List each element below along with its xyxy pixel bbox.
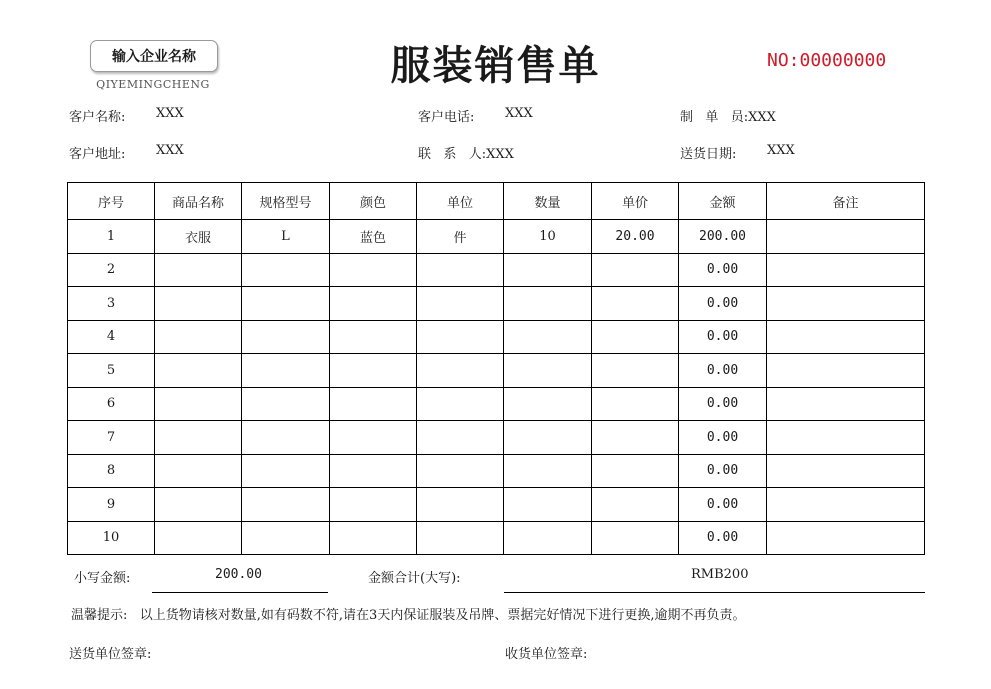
table-row	[68, 421, 925, 455]
cell-color[interactable]	[330, 253, 417, 287]
cell-remark[interactable]	[767, 454, 925, 488]
cell-unit[interactable]	[417, 320, 504, 354]
cell-remark[interactable]	[767, 354, 925, 388]
cell-color[interactable]	[330, 287, 417, 321]
table-row	[68, 320, 925, 354]
cell-quantity[interactable]	[504, 521, 592, 555]
table-row	[68, 220, 925, 254]
cell-spec[interactable]: L	[242, 220, 330, 254]
cell-unit-price[interactable]	[592, 287, 679, 321]
cell-index: 7	[68, 421, 155, 455]
subtotal-value: 200.00	[215, 567, 262, 582]
cell-remark[interactable]	[767, 320, 925, 354]
cell-amount: 0.00	[679, 387, 767, 421]
cell-remark[interactable]	[767, 287, 925, 321]
cell-index: 3	[68, 287, 155, 321]
cell-quantity[interactable]	[504, 454, 592, 488]
table-row	[68, 253, 925, 287]
cell-product-name[interactable]	[155, 454, 242, 488]
cell-amount: 0.00	[679, 287, 767, 321]
cell-remark[interactable]	[767, 387, 925, 421]
cell-product-name[interactable]	[155, 287, 242, 321]
company-name-pinyin: QIYEMINGCHENG	[96, 78, 210, 91]
cell-spec[interactable]	[242, 320, 330, 354]
cell-unit-price[interactable]	[592, 253, 679, 287]
cell-amount: 0.00	[679, 354, 767, 388]
cell-spec[interactable]	[242, 354, 330, 388]
cell-product-name[interactable]	[155, 354, 242, 388]
cell-product-name[interactable]: 衣服	[155, 220, 242, 254]
cell-unit[interactable]	[417, 421, 504, 455]
cell-amount: 0.00	[679, 521, 767, 555]
cell-spec[interactable]	[242, 521, 330, 555]
header-unit: 单位	[417, 183, 504, 220]
cell-amount: 0.00	[679, 320, 767, 354]
cell-amount: 0.00	[679, 421, 767, 455]
cell-unit-price[interactable]	[592, 421, 679, 455]
table-row	[68, 354, 925, 388]
header-color: 颜色	[330, 183, 417, 220]
table-row	[68, 387, 925, 421]
cell-remark[interactable]	[767, 421, 925, 455]
sender-signature-label: 送货单位签章:	[69, 647, 152, 662]
cell-product-name[interactable]	[155, 521, 242, 555]
total-upper-underline	[504, 592, 925, 593]
contact-field[interactable]: 联 系 人:XXX	[418, 147, 514, 162]
delivery-date-label: 送货日期:	[680, 147, 737, 162]
table-row	[68, 488, 925, 522]
cell-product-name[interactable]	[155, 488, 242, 522]
customer-phone-value[interactable]: XXX	[505, 106, 533, 121]
order-number: NO:00000000	[767, 50, 887, 71]
subtotal-label: 小写金额:	[74, 571, 131, 586]
cell-quantity[interactable]	[504, 387, 592, 421]
cell-remark[interactable]	[767, 488, 925, 522]
cell-product-name[interactable]	[155, 253, 242, 287]
page-title: 服装销售单	[390, 43, 601, 89]
cell-color[interactable]	[330, 320, 417, 354]
sales-table	[67, 182, 925, 555]
cell-unit[interactable]	[417, 454, 504, 488]
table-row	[68, 454, 925, 488]
customer-name-value[interactable]: XXX	[156, 106, 184, 121]
cell-color[interactable]	[330, 521, 417, 555]
total-upper-value: RMB200	[691, 567, 749, 582]
cell-quantity[interactable]	[504, 287, 592, 321]
table-row	[68, 287, 925, 321]
customer-address-label: 客户地址:	[69, 147, 126, 162]
delivery-date-value[interactable]: XXX	[767, 143, 795, 158]
cell-spec[interactable]	[242, 287, 330, 321]
cell-quantity[interactable]	[504, 354, 592, 388]
header-quantity: 数量	[504, 183, 592, 220]
company-name-box[interactable]: 输入企业名称	[90, 40, 218, 72]
cell-amount: 0.00	[679, 488, 767, 522]
cell-quantity[interactable]	[504, 253, 592, 287]
cell-color[interactable]	[330, 488, 417, 522]
cell-quantity[interactable]	[504, 320, 592, 354]
cell-unit-price[interactable]	[592, 488, 679, 522]
cell-unit-price[interactable]	[592, 454, 679, 488]
cell-unit-price[interactable]	[592, 387, 679, 421]
customer-phone-label: 客户电话:	[418, 110, 475, 125]
notice-text: 温馨提示: 以上货物请核对数量,如有码数不符,请在3天内保证服装及吊牌、票据完好情况下进行更换,逾期不再负责。	[71, 608, 746, 623]
cell-color[interactable]	[330, 354, 417, 388]
cell-unit[interactable]	[417, 287, 504, 321]
cell-unit-price[interactable]: 20.00	[592, 220, 679, 254]
total-upper-label: 金额合计(大写):	[368, 571, 461, 586]
cell-index: 6	[68, 387, 155, 421]
cell-amount: 0.00	[679, 454, 767, 488]
header-remark: 备注	[767, 183, 925, 220]
cell-spec[interactable]	[242, 421, 330, 455]
cell-amount: 0.00	[679, 253, 767, 287]
cell-unit-price[interactable]	[592, 354, 679, 388]
cell-spec[interactable]	[242, 253, 330, 287]
cell-color[interactable]: 蓝色	[330, 220, 417, 254]
cell-unit[interactable]	[417, 354, 504, 388]
cell-quantity[interactable]: 10	[504, 220, 592, 254]
receiver-signature-label: 收货单位签章:	[505, 647, 588, 662]
cell-remark[interactable]	[767, 521, 925, 555]
customer-address-value[interactable]: XXX	[156, 143, 184, 158]
cell-amount: 200.00	[679, 220, 767, 254]
cell-remark[interactable]	[767, 253, 925, 287]
cell-spec[interactable]	[242, 387, 330, 421]
cell-unit-price[interactable]	[592, 320, 679, 354]
cell-remark[interactable]	[767, 220, 925, 254]
cell-index: 2	[68, 253, 155, 287]
header-amount: 金额	[679, 183, 767, 220]
cell-index: 9	[68, 488, 155, 522]
header-product-name: 商品名称	[155, 183, 242, 220]
cell-product-name[interactable]	[155, 421, 242, 455]
cell-color[interactable]	[330, 387, 417, 421]
table-row	[68, 521, 925, 555]
cell-unit-price[interactable]	[592, 521, 679, 555]
cell-product-name[interactable]	[155, 320, 242, 354]
cell-index: 5	[68, 354, 155, 388]
cell-index: 1	[68, 220, 155, 254]
subtotal-underline	[152, 592, 328, 593]
cell-unit[interactable]	[417, 521, 504, 555]
cell-index: 4	[68, 320, 155, 354]
cell-product-name[interactable]	[155, 387, 242, 421]
cell-quantity[interactable]	[504, 421, 592, 455]
cell-unit[interactable]	[417, 387, 504, 421]
cell-unit[interactable]	[417, 253, 504, 287]
cell-index: 10	[68, 521, 155, 555]
header-unit-price: 单价	[592, 183, 679, 220]
cell-unit[interactable]	[417, 488, 504, 522]
header-spec: 规格型号	[242, 183, 330, 220]
cell-color[interactable]	[330, 454, 417, 488]
cell-unit[interactable]: 件	[417, 220, 504, 254]
cell-spec[interactable]	[242, 488, 330, 522]
maker-field[interactable]: 制 单 员:XXX	[680, 110, 776, 125]
cell-index: 8	[68, 454, 155, 488]
cell-color[interactable]	[330, 421, 417, 455]
table-header-row	[68, 183, 925, 220]
cell-quantity[interactable]	[504, 488, 592, 522]
cell-spec[interactable]	[242, 454, 330, 488]
customer-name-label: 客户名称:	[69, 110, 126, 125]
header-index: 序号	[68, 183, 155, 220]
